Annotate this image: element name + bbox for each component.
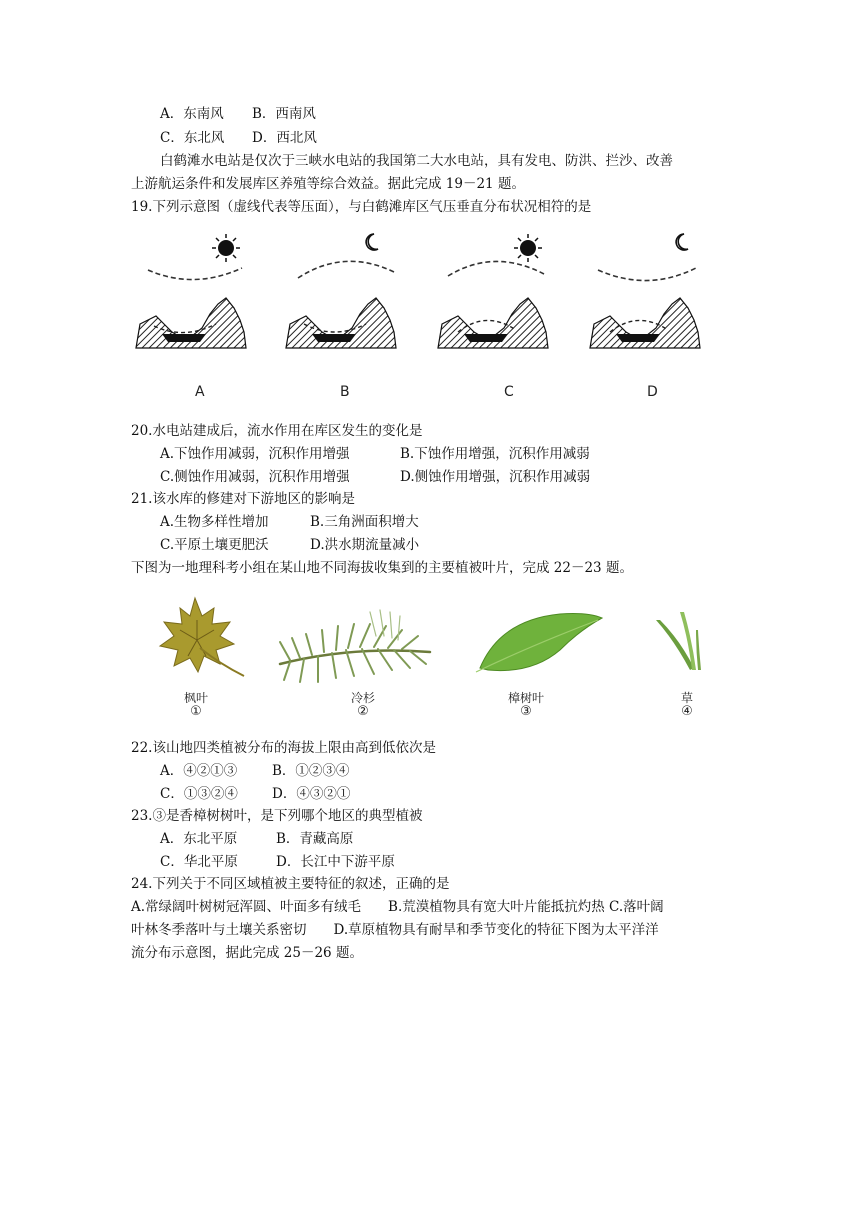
q19-label-a: A (195, 384, 205, 400)
q21-option-c: C.平原土壤更肥沃 (160, 537, 269, 553)
intro-19-21-line2: 上游航运条件和发展库区养殖等综合效益。据此完成 19－21 题。 (131, 176, 525, 192)
q21-options-row2 (160, 535, 419, 555)
q22-stem: 22.该山地四类植被分布的海拔上限由高到低依次是 (131, 740, 436, 756)
q19-stem: 19.下列示意图（虚线代表等压面），与白鹤滩库区气压垂直分布状况相符的是 (131, 199, 592, 215)
q22-option-d: D．④③②① (272, 786, 351, 802)
q18-option-c: C．东北风 (160, 130, 225, 146)
q24-line1: A.常绿阔叶树树冠浑圆、叶面多有绒毛 B.荒漠植物具有宽大叶片能抵抗灼热 C.落叶阔 (131, 899, 664, 915)
q18-options-row1 (160, 104, 316, 124)
q19-panel-c (438, 234, 548, 348)
leaf-figure (140, 590, 710, 690)
q21-options-row1 (160, 512, 419, 532)
q21-option-a: A.生物多样性增加 (160, 514, 269, 530)
q22-option-c: C．①③②④ (160, 786, 238, 802)
intro-19-21-line1: 白鹤滩水电站是仅次于三峡水电站的我国第二大水电站，具有发电、防洪、拦沙、改善 (160, 153, 673, 169)
fir-branch-image (280, 610, 430, 682)
q20-option-d: D.侧蚀作用增强，沉积作用减弱 (400, 469, 591, 485)
q20-option-c: C.侧蚀作用减弱，沉积作用增强 (160, 469, 350, 485)
leaf-label-grass: 草 (680, 691, 693, 705)
q23-options-row2 (160, 852, 395, 872)
q21-option-d: D.洪水期流量减小 (310, 537, 420, 553)
q19-panel-b (286, 234, 396, 348)
q23-option-d: D．长江中下游平原 (276, 854, 395, 870)
leaf-label-fir: 冷杉 (350, 691, 375, 705)
q23-options-row1 (160, 829, 353, 849)
q19-label-d: D (647, 384, 658, 400)
q21-stem: 21.该水库的修建对下游地区的影响是 (131, 491, 355, 507)
q22-option-b: B．①②③④ (272, 763, 350, 779)
leaf-num-3: ③ (520, 704, 532, 719)
q18-option-b: B．西南风 (252, 106, 316, 122)
leaf-label-maple: 枫叶 (183, 691, 208, 705)
q18-option-d: D．西北风 (252, 130, 317, 146)
q18-options-row2 (160, 128, 317, 148)
q20-option-a: A.下蚀作用减弱，沉积作用增强 (160, 446, 350, 462)
intro-22-23: 下图为一地理科考小组在某山地不同海拔收集到的主要植被叶片，完成 22－23 题。 (131, 560, 633, 576)
sun-icon (514, 234, 542, 262)
q18-option-a: A．东南风 (160, 106, 224, 122)
q20-options-row2 (160, 467, 590, 487)
q24-line2: 叶林冬季落叶与土壤关系密切 D.草原植物具有耐旱和季节变化的特征下图为太平洋洋 (131, 922, 659, 938)
q24-stem: 24.下列关于不同区域植被主要特征的叙述，正确的是 (131, 876, 450, 892)
q23-stem: 23.③是香樟树树叶，是下列哪个地区的典型植被 (131, 808, 423, 824)
q22-options-row2 (160, 784, 350, 804)
q23-option-c: C．华北平原 (160, 854, 238, 870)
leaf-num-2: ② (357, 704, 369, 719)
q19-panel-d (590, 234, 700, 348)
maple-leaf-image (160, 598, 244, 676)
moon-icon (366, 234, 378, 250)
q20-stem: 20.水电站建成后，流水作用在库区发生的变化是 (131, 423, 423, 439)
sun-icon (212, 234, 240, 262)
leaf-num-4: ④ (681, 704, 693, 719)
camphor-leaf-image (476, 614, 602, 673)
q23-option-b: B．青藏高原 (276, 831, 354, 847)
q21-option-b: B.三角洲面积增大 (310, 514, 419, 530)
q20-options-row1 (160, 444, 590, 464)
q22-options-row1 (160, 761, 349, 781)
q20-option-b: B.下蚀作用增强，沉积作用减弱 (400, 446, 590, 462)
q24-line3: 流分布示意图，据此完成 25－26 题。 (131, 945, 363, 961)
q19-panel-a (136, 234, 246, 348)
moon-icon (676, 234, 688, 250)
q23-option-a: A．东北平原 (160, 831, 238, 847)
leaf-num-1: ① (190, 704, 202, 719)
grass-image (656, 612, 701, 670)
q19-label-b: B (340, 384, 350, 400)
q19-pressure-diagram (134, 228, 734, 358)
leaf-label-camphor: 樟树叶 (507, 691, 544, 705)
q22-option-a: A．④②①③ (160, 763, 238, 779)
q19-label-c: C (504, 384, 514, 400)
